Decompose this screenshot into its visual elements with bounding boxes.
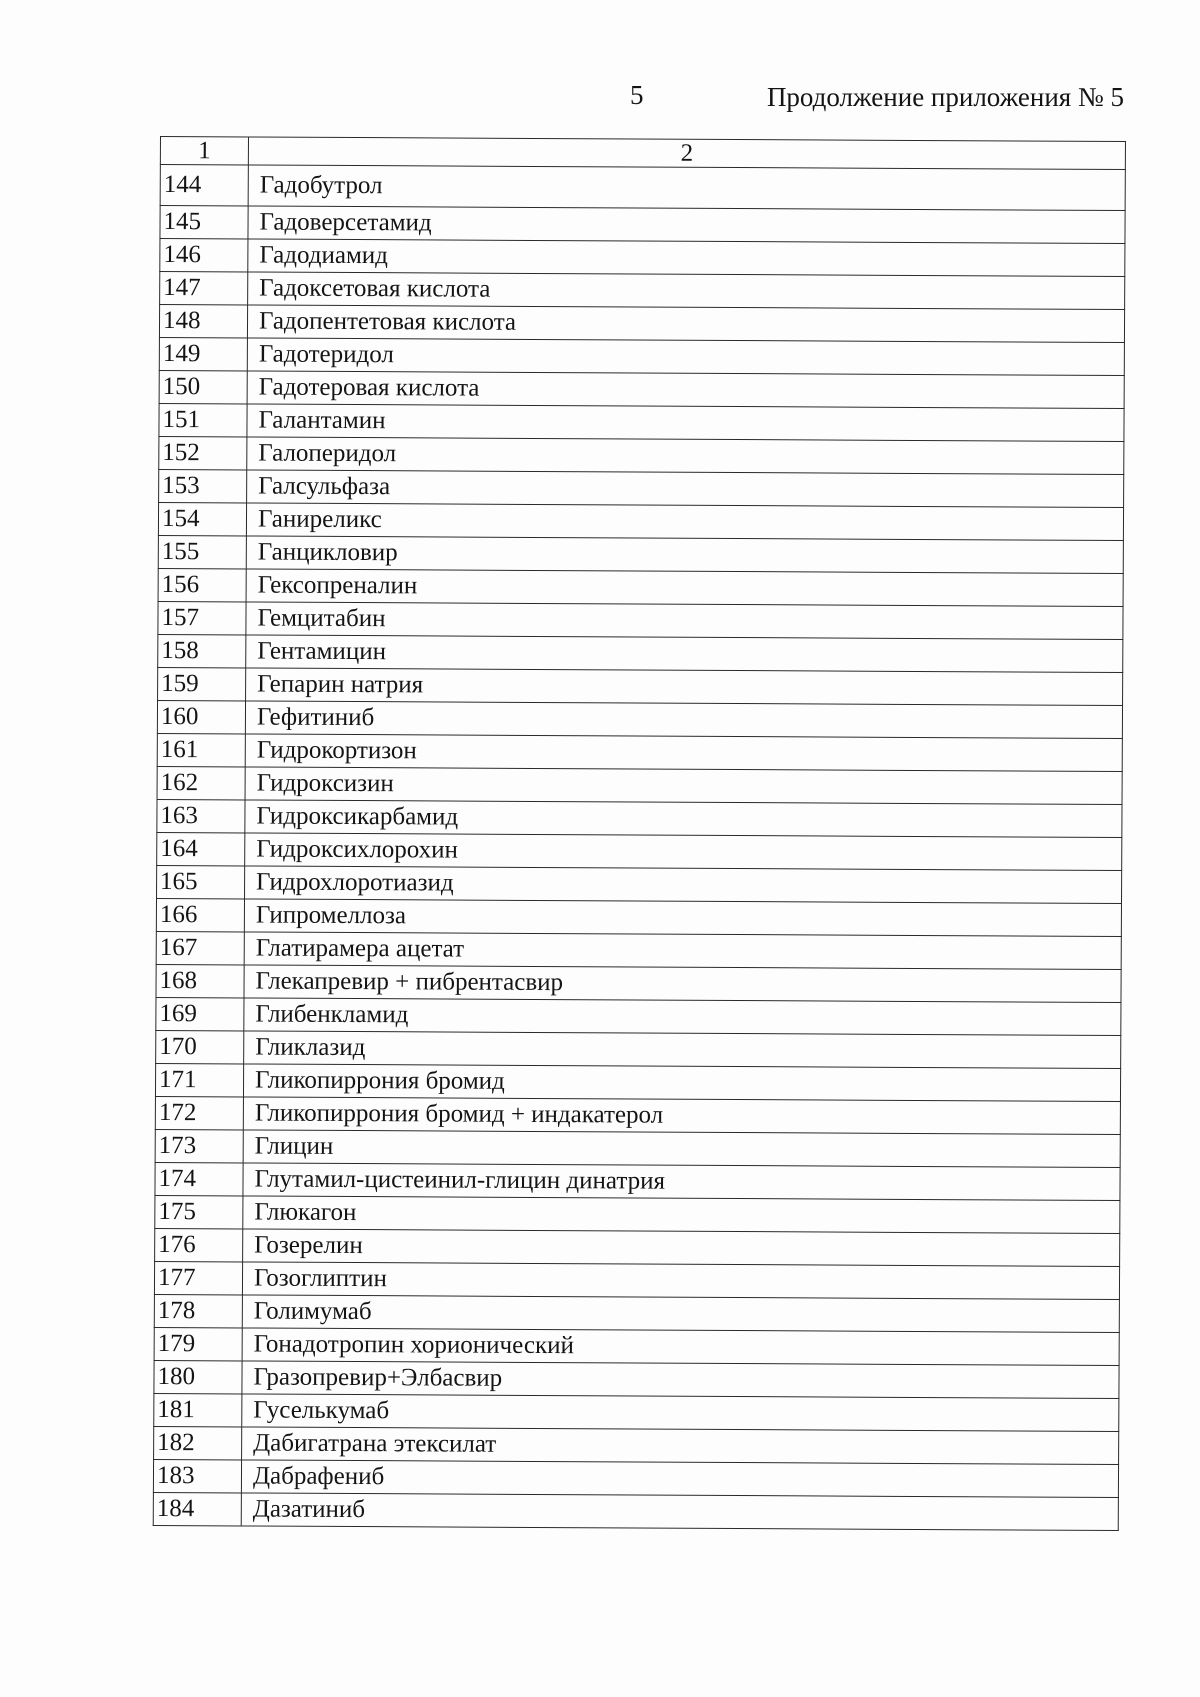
row-number: 160: [157, 700, 245, 733]
row-number: 155: [158, 535, 246, 568]
drug-name: Гуселькумаб: [242, 1394, 1119, 1432]
row-number: 171: [155, 1063, 243, 1096]
row-number: 183: [153, 1459, 241, 1492]
table-row: [160, 272, 1125, 310]
row-number: 181: [154, 1393, 242, 1426]
drug-name: Гексопреналин: [246, 569, 1123, 607]
column-header-name: 2: [248, 137, 1125, 170]
drug-name: Гепарин натрия: [246, 668, 1123, 706]
table-row: [159, 403, 1124, 441]
drug-name: Глюкагон: [243, 1196, 1120, 1234]
drug-name: Гликопиррония бромид: [243, 1064, 1120, 1102]
table-row: [153, 1492, 1118, 1530]
drug-name: Дабигатрана этексилат: [242, 1427, 1119, 1465]
drug-name: Гадоксетовая кислота: [248, 272, 1125, 310]
drug-name: Гликлазид: [244, 1031, 1121, 1069]
row-number: 151: [159, 403, 247, 436]
drug-name: Гемцитабин: [246, 602, 1123, 640]
page-number: 5: [630, 80, 644, 110]
row-number: 146: [160, 239, 248, 272]
table-row: [157, 733, 1122, 771]
row-number: 180: [154, 1360, 242, 1393]
table-row: [159, 436, 1124, 474]
table-row: [155, 1195, 1120, 1233]
table-row: [159, 370, 1124, 408]
table-row: [153, 1459, 1118, 1497]
drug-name: Гадотеридол: [247, 338, 1124, 376]
drug-name: Гентамицин: [246, 635, 1123, 673]
row-number: 158: [158, 634, 246, 667]
drug-name: Гозоглиптин: [242, 1262, 1119, 1300]
drug-name: Глатирамера ацетат: [244, 932, 1121, 970]
table-row: [158, 502, 1123, 540]
table-row: [158, 568, 1123, 606]
table-row: [156, 997, 1121, 1035]
row-number: 152: [159, 436, 247, 469]
drug-name: Галоперидол: [247, 437, 1124, 475]
drug-name: Дабрафениб: [241, 1460, 1118, 1498]
drug-name: Глекапревир + пибрентасвир: [244, 965, 1121, 1003]
table-row: [154, 1261, 1119, 1299]
table-row: [155, 1063, 1120, 1101]
table-row: [155, 1096, 1120, 1134]
table-row: [158, 535, 1123, 573]
row-number: 159: [158, 667, 246, 700]
table-row: [155, 1228, 1120, 1266]
row-number: 170: [156, 1030, 244, 1063]
drug-name: Гидроксихлорохин: [245, 833, 1122, 871]
table-row: [154, 1426, 1119, 1464]
table-row: [155, 1162, 1120, 1200]
row-number: 175: [155, 1195, 243, 1228]
drug-name: Галантамин: [247, 404, 1124, 442]
table-row: [157, 865, 1122, 903]
table-row: [157, 832, 1122, 870]
drug-name: Ганиреликс: [246, 503, 1123, 541]
drug-list-table: [153, 136, 1126, 1531]
row-number: 169: [156, 997, 244, 1030]
table-row: [154, 1393, 1119, 1431]
drug-name: Гидроксикарбамид: [245, 800, 1122, 838]
table-row: [157, 766, 1122, 804]
table-row: [159, 469, 1124, 507]
row-number: 144: [160, 165, 248, 206]
table-row: [154, 1360, 1119, 1398]
drug-name: Гозерелин: [243, 1229, 1120, 1267]
row-number: 166: [156, 898, 244, 931]
row-number: 163: [157, 799, 245, 832]
drug-name: Гликопиррония бромид + индакатерол: [243, 1097, 1120, 1135]
row-number: 182: [154, 1426, 242, 1459]
row-number: 156: [158, 568, 246, 601]
table-row: [159, 305, 1124, 343]
row-number: 149: [159, 337, 247, 370]
row-number: 147: [160, 272, 248, 305]
drug-name: Глибенкламид: [244, 998, 1121, 1036]
drug-name: Гидрохлоротиазид: [245, 866, 1122, 904]
column-header-number: 1: [160, 137, 248, 165]
table-row: [160, 239, 1125, 277]
table-row: [157, 700, 1122, 738]
table-row: [157, 799, 1122, 837]
row-number: 184: [153, 1492, 241, 1525]
row-number: 176: [155, 1228, 243, 1261]
drug-name: Гефитиниб: [245, 701, 1122, 739]
table-row: [155, 1129, 1120, 1167]
row-number: 178: [154, 1294, 242, 1327]
drug-name: Дазатиниб: [241, 1493, 1118, 1531]
drug-name: Гонадотропин хорионический: [242, 1328, 1119, 1366]
row-number: 179: [154, 1327, 242, 1360]
drug-name: Глутамил-цистеинил-глицин динатрия: [243, 1163, 1120, 1201]
table-row: [159, 337, 1124, 375]
row-number: 162: [157, 766, 245, 799]
row-number: 145: [160, 206, 248, 239]
drug-name: Гадопентетовая кислота: [247, 305, 1124, 343]
row-number: 165: [157, 865, 245, 898]
table-row: [156, 898, 1121, 936]
row-number: 154: [158, 502, 246, 535]
row-number: 150: [159, 370, 247, 403]
page-caption: Продолжение приложения № 5: [766, 82, 1124, 112]
drug-name: Голимумаб: [242, 1295, 1119, 1333]
row-number: 148: [159, 305, 247, 338]
table-row: [158, 634, 1123, 672]
table-body: [153, 165, 1125, 1531]
row-number: 167: [156, 931, 244, 964]
table-row: [158, 667, 1123, 705]
table-row: [154, 1327, 1119, 1365]
table-row: [154, 1294, 1119, 1332]
table-row: [158, 601, 1123, 639]
row-number: 153: [159, 469, 247, 502]
row-number: 161: [157, 733, 245, 766]
row-number: 157: [158, 601, 246, 634]
row-number: 164: [157, 832, 245, 865]
drug-name: Гразопревир+Элбасвир: [242, 1361, 1119, 1399]
drug-name: Галсульфаза: [247, 470, 1124, 508]
table-row: [156, 964, 1121, 1002]
table-container: [153, 136, 1125, 1531]
table-row: [160, 206, 1125, 244]
drug-name: Гидрокортизон: [245, 734, 1122, 772]
table-row: [156, 931, 1121, 969]
row-number: 174: [155, 1162, 243, 1195]
row-number: 172: [155, 1096, 243, 1129]
drug-name: Гадобутрол: [248, 165, 1125, 211]
row-number: 168: [156, 964, 244, 997]
drug-name: Гадоверсетамид: [248, 206, 1125, 244]
drug-name: Гипромеллоза: [244, 899, 1121, 937]
row-number: 177: [154, 1261, 242, 1294]
drug-name: Гадотеровая кислота: [247, 371, 1124, 409]
drug-name: Ганцикловир: [246, 536, 1123, 574]
drug-name: Глицин: [243, 1130, 1120, 1168]
drug-name: Гидроксизин: [245, 767, 1122, 805]
table-row: [156, 1030, 1121, 1068]
row-number: 173: [155, 1129, 243, 1162]
table-row: [160, 165, 1125, 211]
drug-name: Гадодиамид: [248, 239, 1125, 277]
